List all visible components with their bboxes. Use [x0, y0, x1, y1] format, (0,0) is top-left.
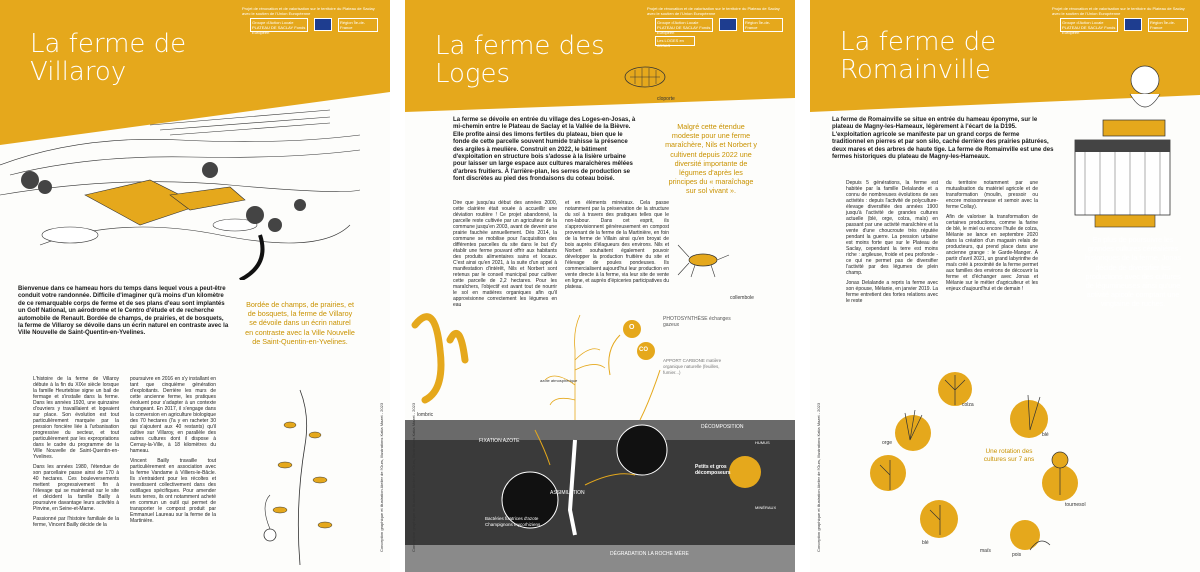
pull-quote: En plus de poursuivre les grandes cultures céréalières historiques de la ferme, Jonas décide de diversifier les productions avec des cultures de légumineuses ainsi qu'une activité apicole comptant une vingtaine de ruches. [1085, 235, 1181, 309]
label-cloporte: cloporte [657, 96, 675, 102]
label-apport-carbone: APPORT CARBONE matière organique naturelle (feuilles, fumier...) [663, 358, 722, 375]
side-credit: Conception graphique et illustration Atelier de l'Ours, Illustrations Katia Mazet - 2023 [379, 402, 384, 552]
crop-label: maïs [980, 548, 991, 554]
pull-quote: Bordée de champs, de prairies, et de bosquets, la ferme de Villaroy se dévoile dans un écrin naturel en contraste avec la Ville Nouvelle de Saint-Quentin-en-Yvelines. [245, 300, 355, 346]
paragraph: Afin de valoriser la transformation de certaines productions, comme la farine de blé, le miel ou encore l'huile de colza, Mélanie se lance en septembre 2020 dans la création d'un magasin relais de producteurs, qui prend place dans une ancienne grange : le Garde-Manger. À partir d'avril 2021, un grand labyrinthe de maïs créé à proximité de la ferme permet aux familles des environs de découvrir la ferme et d'échanger avec Jonas et Mélanie sur le métier d'agriculteur et les enjeux d'aujourd'hui et de demain ! [946, 214, 1038, 292]
paragraph: Passionné par l'histoire familiale de la ferme, Vincent Bailly décide de la [33, 516, 119, 528]
body-column-2: et en éléments minéraux. Cela passe notamment par la préservation de la structure du sol à travers des pratiques telles que le non-labour. Dans cet esprit, ils s'approvisionnent généreusement en compost provenant de la ferme de la Martinière, en foin de la ferme de Villain ainsi qu'en broyat de bois auprès d'élagueurs des environs. Nils et Norbert souhaitent également pouvoir développer la production fruitière du site et l'élevage de poules pondeuses. Ils commercialisent aujourd'hui leur production en vente directe à la ferme, via leur site de vente en ligne, et auprès d'épiceries participatives du plateau. [565, 200, 669, 290]
panel-loges [405, 0, 795, 572]
body-column-1 [33, 376, 119, 532]
pull-quote: Malgré cette étendue modeste pour une ferme maraîchère, Nils et Norbert y cultivent depuis 2022 une diversité importante de légumes d'après les principes du « maraîchage sur sol vivant ». [665, 122, 757, 196]
header-credits: Projet de rénovation et de valorisation sur le territoire du Plateau de Saclay avec le soutien de l'Union Européenne [242, 6, 375, 16]
partner-logos [250, 18, 380, 58]
label-decomposeurs: Petits et gros décomposeurs [695, 464, 731, 476]
panel-villaroy [0, 0, 390, 572]
logo-region: Région Île-de-France [338, 18, 378, 32]
logo-loges: Les LOGES en JOSAS [655, 36, 695, 46]
paragraph: L'histoire de la ferme de Villaroy débute à la fin du XIXe siècle lorsque la famille Heurtebise signe un bail de fermage et s'installe dans la ferme. Dans les années 1920, une quinzaine d'ouvriers y travaillaient et logeaient sur place. Son évolution est tout particulièrement marquée par la pression foncière liée à l'urbanisation progressive du secteur, et tout particulièrement par les expropriations dans le cadre du programme de la Ville Nouvelle de Saint-Quentin-en-Yvelines. [33, 376, 119, 460]
side-credit: Conception graphique et illustration Atelier de l'Ours, Illustrations Katia Mazet - 2023 [816, 402, 821, 552]
intro-text: La ferme de Romainville se situe en entrée du hameau éponyme, sur le plateau de Magny-les-Hameaux, légèrement à l'écart de la D195. L'exploitation agricole se manifeste par un grand corps de ferme traditionnel en pierres et par son silo, caché derrière des prairies pâturées, deux mares et des arbres de haute tige. La ferme de Romainville est une des fermes historiques du plateau de Magny-les-Hameaux. [832, 116, 1054, 161]
eu-flag-icon [719, 18, 737, 31]
page-title: La ferme des Loges [435, 31, 605, 89]
label-lombric: lombric [417, 412, 434, 418]
label-co2: CO [639, 347, 648, 353]
rotation-caption: Une rotation des cultures sur 7 ans [983, 448, 1035, 463]
label-collembole: collembole [730, 295, 754, 301]
paragraph: Jonas Delalande a repris la ferme avec son épouse, Mélanie, en janvier 2019. La ferme entretient des fortes relations avec le reste [846, 280, 938, 304]
label-azote: azote atmosphérique [540, 378, 578, 383]
label-decomposition: DÉCOMPOSITION [701, 424, 744, 430]
header-credits: Projet de rénovation et de valorisation sur le territoire du Plateau de Saclay avec le soutien de l'Union Européenne [1052, 6, 1185, 16]
label-o2: O [629, 324, 635, 331]
body-column-1: Dire que jusqu'au début des années 2000, cette clairière était vouée à accueillir une déviation routière ! Ce projet abandonné, la parcelle reste cultivée par un agriculteur de la commune jusqu'en 2003, avant de devenir une prairie fauchée annuellement. Dès 2014, la commune se mobilise pour l'acquisition des différentes parcelles du site dans le but d'y établir une ferme pouvant offrir aux habitants des produits alimentaires sains et locaux. C'est ainsi qu'en 2021, à la suite d'un appel à manifestation d'intérêt, Nils et Norbert sont retenus par le conseil municipal pour cultiver cette parcelle de 2,2 hectares. Pour les maraîchers, l'objectif est avant tout de nourrir le sol en matières organiques afin qu'il approvisionne correctement les légumes en eau [453, 200, 557, 308]
crop-label: orge [882, 440, 893, 446]
body-column-2 [946, 180, 1038, 296]
label-photosynthese: PHOTOSYNTHÈSE échanges gazeux [663, 316, 731, 328]
label-fixation-azote: FIXATION AZOTE [479, 438, 520, 444]
crop-label: pois [1012, 552, 1022, 558]
paragraph: du territoire notamment par une mutualisation du matériel agricole et de transformation (moulin, pressoir ou encore moissonneuse et semoir avec la ferme Collay). [946, 180, 1038, 210]
crop-label: tournesol [1065, 502, 1086, 508]
logo-region: Région Île-de-France [1148, 18, 1188, 32]
label-bacteries: Bactéries fixatrices d'azote Champignons mycorhiziens [485, 516, 541, 527]
woodlouse-illustration [620, 62, 670, 92]
logo-gal: Groupe d'Action Locale PLATEAU DE SACLAY Fonds Européen [1060, 18, 1118, 32]
panel-romainville [810, 0, 1200, 572]
soil-cycle-diagram [405, 290, 795, 572]
side-credit: Conception graphique et illustration Atelier de l'Ours, Illustrations Katia Mazet - 2023 [411, 402, 416, 552]
paragraph: Dans les années 1980, l'étendue de son parcellaire passe ainsi de 170 à 40 hectares. Ces bouleversements mettent progressivement fin à l'élevage qui se maintenait sur le site et décident la famille Bailly à poursuivre davantage leurs activités à Pinvine, en Seine-et-Marne. [33, 464, 119, 512]
label-assimilation: ASSIMILATION [550, 490, 585, 496]
intro-text: La ferme se dévoile en entrée du village des Loges-en-Josas, à mi-chemin entre le Plateau de Saclay et la Vallée de la Bièvre. Elle profite ainsi des limons fertiles du plateau, bien que le fonde de cette parcelle souvent humide trahisse la présence des argiles à meulière. Construit en 2022, le bâtiment d'exploitation en structure bois s'adosse à la lisière urbaine pour laisser un large espace aux cultures maraîchères mêlées d'arbres fruitiers. À l'arrière-plan, les serres de production se font discrètes au pied des frondaisons du coteau boisé. [453, 116, 636, 183]
crop-label: blé [922, 540, 929, 546]
paragraph: Vincent Bailly travaille tout particulièrement en association avec la ferme Vandame à Villiers-le-Bâcle. Ils s'entraident pour les récoltes et investissent collectivement dans des outillages spécifiques. Pour amender leurs terres, ils ont notamment acheté en commun un outil qui permet de transporter le compost produit par Emmanuel Laureau sur la ferme de la Martinière. [130, 458, 216, 524]
logo-gal: Groupe d'Action Locale PLATEAU DE SACLAY Fonds Européen [655, 18, 713, 32]
label-degradation: DÉGRADATION LA ROCHE MÈRE [610, 551, 689, 557]
farm-landscape-illustration [0, 95, 360, 280]
label-mineraux: MINÉRAUX [755, 505, 777, 510]
intro-text: Bienvenue dans ce hameau hors du temps dans lequel vous a peut-être conduit votre randonnée. Difficile d'imaginer qu'à moins d'un kilomètre de ce remarquable corps de ferme et de ses plans d'eau sont implantés un Golf National, un aérodrome et le Centro d'étude et de recherche automobile de Renault. Bordée de champs, de prairies, et de bosquets, la ferme de Villaroy se dévoile dans un écrin naturel en contraste avec la Ville Nouvelle de Saint-Quentin-en-Yvelines. [18, 285, 229, 337]
eu-flag-icon [314, 18, 332, 31]
paragraph: Depuis 5 générations, la ferme est habitée par la famille Delalande et a connu de nombreuses évolutions de ses activités : depuis l'activité de polyculture-élevage diversifiée des années 1900 jusqu'à l'activité de grandes cultures actuelle (blé, orge, colza, maïs) en passant par une activité maraîchère et la vente d'une choucroute très réputée pendant la guerre. La pression urbaine est moins forte que sur le Plateau de Saclay, cependant la terre est moins riche : argileuse, froide et peu profonde - ce qui ne permet pas de diversifier l'activité par des légumes de plein champ. [846, 180, 938, 276]
page-title: La ferme de Villaroy [30, 29, 187, 87]
crop-label: blé [1042, 432, 1049, 438]
logo-gal: Groupe d'Action Locale PLATEAU DE SACLAY Fonds Européen [250, 18, 308, 32]
partner-logos [655, 18, 785, 58]
eu-flag-icon [1124, 18, 1142, 31]
page-title: La ferme de Romainville [840, 27, 997, 85]
vetch-plant-illustration [250, 385, 360, 565]
body-column-1 [846, 180, 938, 308]
logo-region: Région Île-de-France [743, 18, 783, 32]
header-credits: Projet de rénovation et de valorisation sur le territoire du Plateau de Saclay avec le soutien de l'Union Européenne [647, 6, 780, 16]
partner-logos [1060, 18, 1190, 58]
label-humus: HUMUS [755, 440, 770, 445]
body-column-2 [130, 376, 216, 528]
crop-rotation-illustration [865, 365, 1085, 565]
beekeeper-illustration [1055, 60, 1185, 230]
paragraph: poursuivre en 2016 en s'y installant en tant que cinquième génération d'exploitants. Derrière les murs de cette ancienne ferme, les pratiques évoluent pour s'adapter à un contexte changeant. En 2017, il s'engage dans la conversion en agriculture biologique des 70 hectares (l'a y en racheter 30 qui s'ajoutent aux 40 restants) qu'il cultive sur Villaroy, en parallèle des autres cultures dont il dispose à Cernay-la-Ville, à 18 kilomètres du hameau. [130, 376, 216, 454]
crop-label: colza [962, 402, 974, 408]
springtail-illustration [673, 235, 733, 280]
